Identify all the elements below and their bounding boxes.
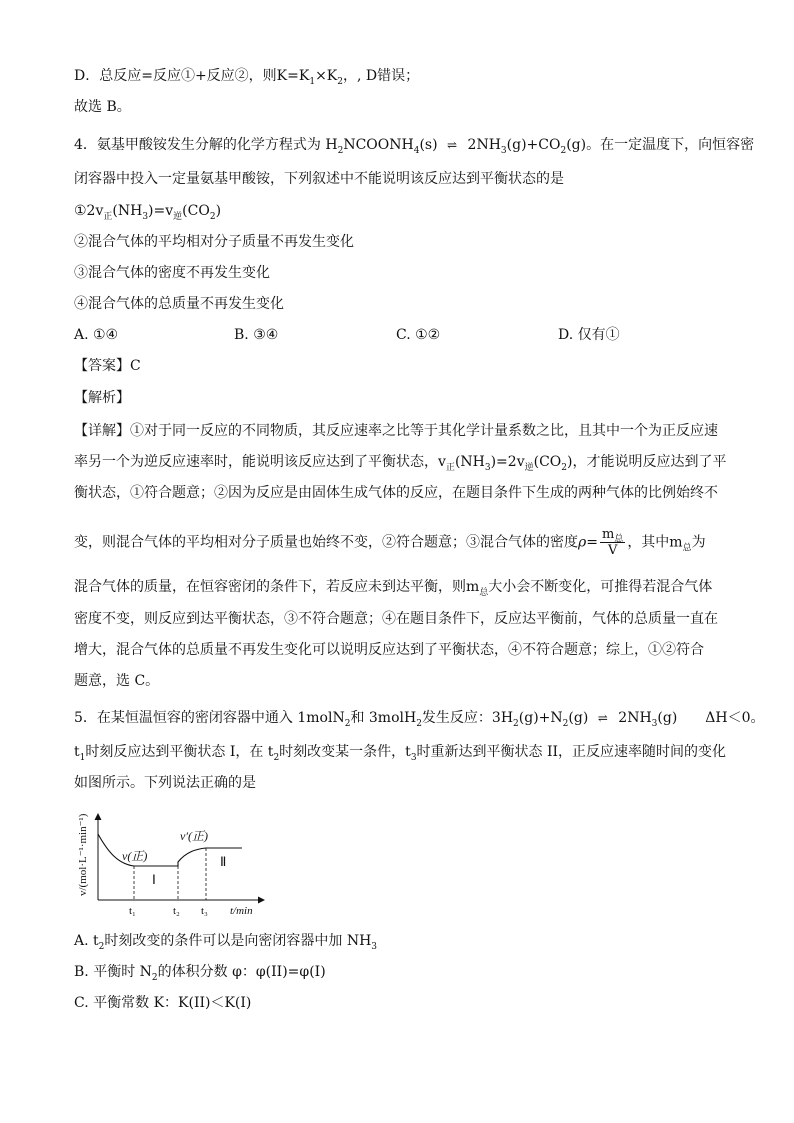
rate-time-graph [74,812,274,924]
t1-tick-label: t₁ [129,905,136,917]
q4-detail-line1: 【详解】①对于同一反应的不同物质，其反应速率之比等于其化学计量系数之比，且其中一个为正反应速 [74,423,718,439]
t3-tick-label: t₃ [201,905,208,917]
q4-stem-line2: 闭容器中投入一定量氨基甲酸铵，下列叙述中不能说明该反应达到平衡状态的是 [74,171,564,187]
q4-answer: 【答案】C [74,358,141,374]
q5-stem-line1: 5．在某恒温恒容的密闭容器中通入 1molN$_2$和 3molH$_2$发生反应：$3H_2(g)+N_2(g)$ ⇌ $2NH_3(g)$ ΔH＜0。 [74,710,765,729]
q4-detail-line6: 密度不变，则反应到达平衡状态，③不符合题意；④在题目条件下，反应达平衡前，气体的总质量一直在 [74,611,718,627]
q4-detail-line7: 增大，混合气体的总质量不再发生变化可以说明反应达到了平衡状态，④不符合题意；综上，①②符合 [74,642,704,658]
region-1-label: Ⅰ [152,872,156,887]
q4-item-4: ④混合气体的总质量不再发生变化 [74,296,284,312]
q4-option-a: A. ①④ [74,327,119,343]
previous-conclusion: 故选 B。 [74,99,131,115]
y-axis-label: v/(mol·L⁻¹·min⁻¹) [77,813,89,896]
q4-detail-line2: 率另一个为逆反应速率时，能说明该反应达到了平衡状态，$v_正(NH_3)=2v_逆(CO_2)$，才能说明反应达到了平 [74,454,727,473]
q4-detail-line3: 衡状态，①符合题意；②因为反应是由固体生成气体的反应，在题目条件下生成的两种气体的比例始终不 [74,485,718,501]
q5-stem-line2: $t_1$时刻反应达到平衡状态 I，在 $t_2$时刻改变某一条件，$t_3$时重新达到平衡状态 II，正反应速率随时间的变化 [74,744,727,763]
x-axis-label: t/min [230,905,253,917]
reversible-arrow-icon: ⇌ [597,711,609,725]
option-d-previous: D．总反应=反应①+反应②，则$K=K_1\times K_2$，, D错误； [74,68,420,87]
density-fraction: $\frac{m_总}{V}$ [601,527,624,558]
q5-stem-line3: 如图所示。下列说法正确的是 [74,775,256,791]
q4-item-2: ②混合气体的平均相对分子质量不再发生变化 [74,234,354,250]
q4-detail-line8: 题意，选 C。 [74,673,160,689]
curve1-label: v(正) [122,849,148,863]
q4-stem-line1: 4．氨基甲酸铵发生分解的化学方程式为 $H_2NCOONH_4(s)$ ⇌ $2NH_3(g)+CO_2(g)$。在一定温度下，向恒容密 [74,137,755,156]
curve2-label: v′(正) [180,829,208,843]
q4-option-d: D. 仅有① [558,327,620,343]
q5-option-c: C. 平衡常数 K：K(II)＜K(I) [74,995,252,1011]
q4-detail-line5: 混合气体的质量，在恒容密闭的条件下，若反应未到达平衡，则$m_总$大小会不断变化，可推得若混合气体 [74,579,713,598]
q4-item-3: ③混合气体的密度不再发生变化 [74,265,270,281]
reversible-arrow-icon: ⇌ [447,138,459,152]
q4-detail-line4: 变，则混合气体的平均相对分子质量也始终不变，②符合题意；③混合气体的密度ρ= $\frac{m_总}{V}$ ，其中$m_总$为 [74,527,706,558]
q4-option-c: C. ①② [396,327,441,343]
t2-tick-label: t₂ [173,905,180,917]
q5-option-b: B. 平衡时 $N_2$的体积分数 φ：φ(II)=φ(I) [74,964,326,983]
q4-analysis-tag: 【解析】 [74,390,130,406]
q4-option-b: B. ③④ [234,327,279,343]
q4-item-1: $①2v_正(NH_3)=v_逆(CO_2)$ [74,203,222,222]
region-2-label: Ⅱ [220,854,227,869]
q5-option-a: A. $t_2$时刻改变的条件可以是向密闭容器中加 $NH_3$ [74,933,378,952]
